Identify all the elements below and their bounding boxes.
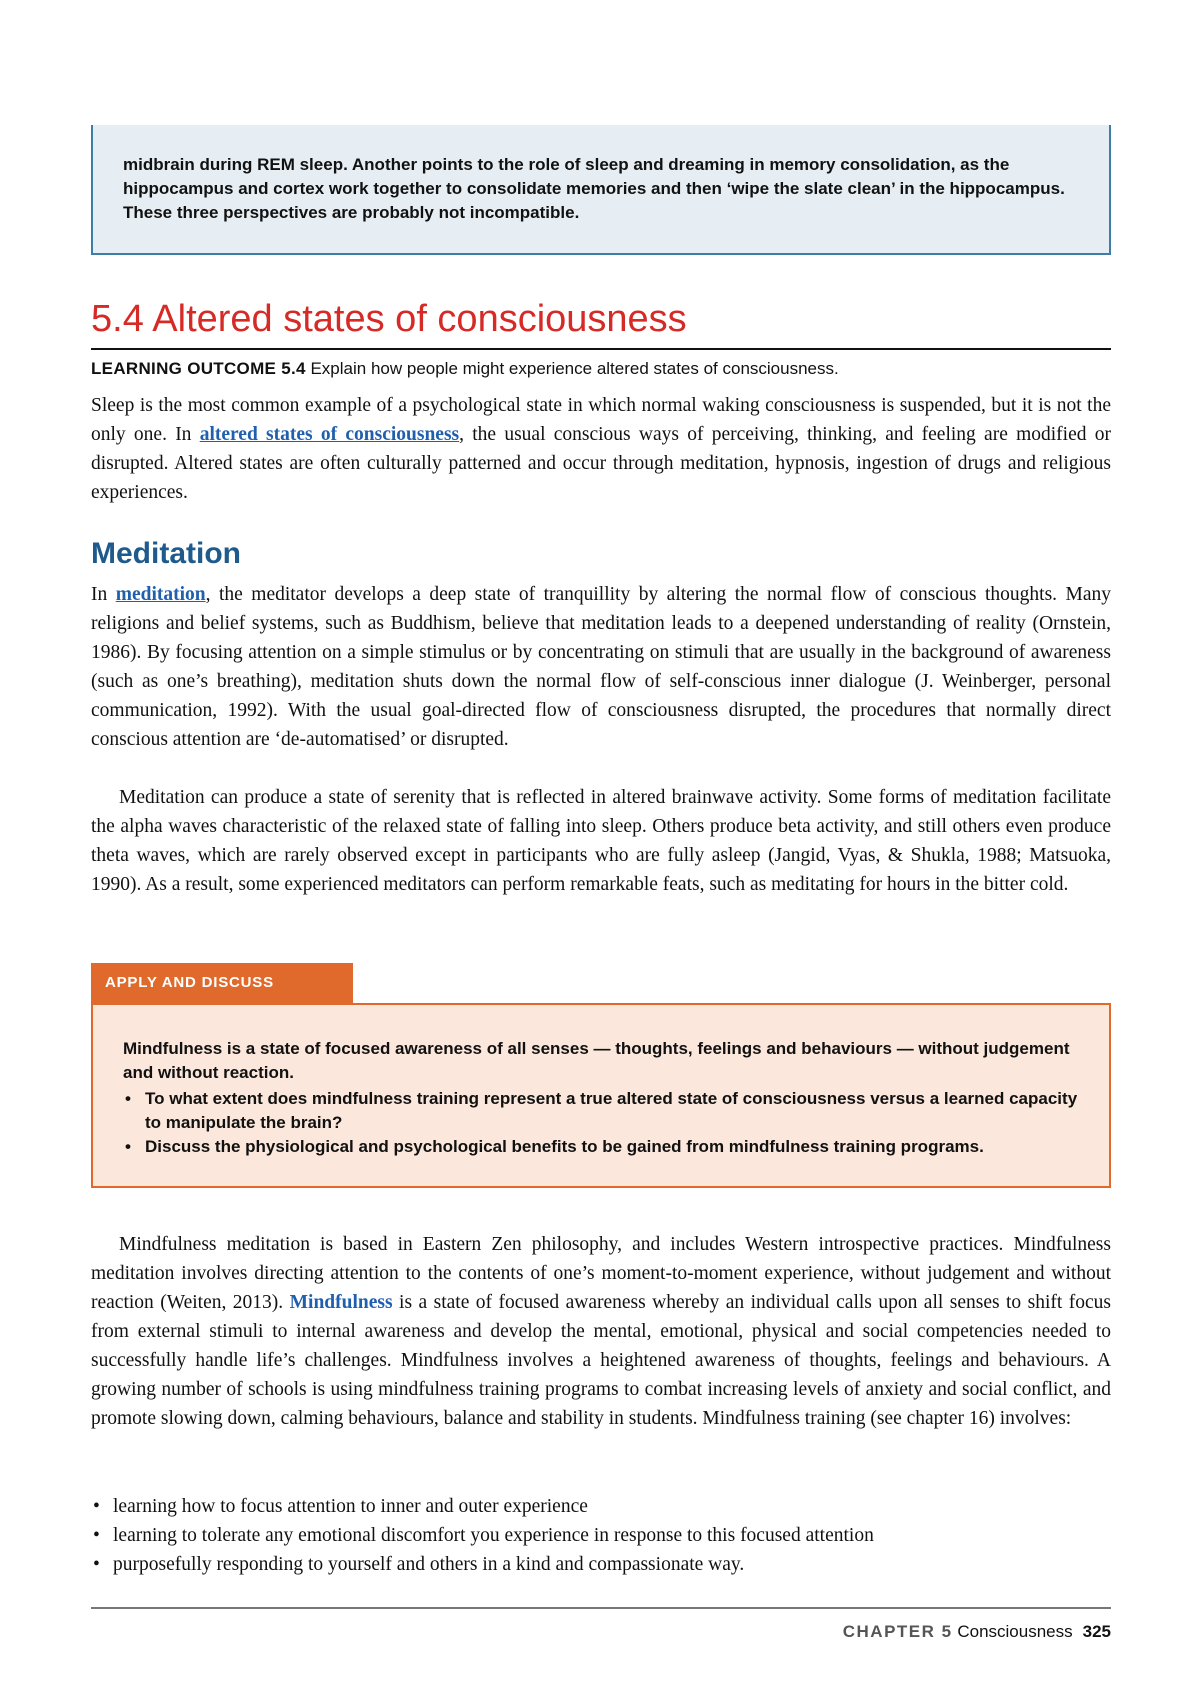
intro-paragraph [91,391,1111,507]
bullet-icon: • [93,1496,100,1517]
meditation-paragraph-2: Meditation can produce a state of serenity that is reflected in altered brainwave activity. Some forms of meditation facilitate the alpha waves characteristic of the relaxed state of falling into sleep. Others produce beta activity, and still others even produce theta waves, which are rarely observed except in participants who are fully asleep (Jangid, Vyas, & Shukla, 1988; Matsuoka, 1990). As a result, some experienced meditators can perform remarkable feats, such as meditating for hours in the bitter cold. [91,787,1111,895]
key-term-altered-states[interactable]: altered states of consciousness [199,424,460,445]
key-term-mindfulness[interactable]: Mindfulness [289,1292,393,1313]
apply-discuss-item: • Discuss the physiological and psychological benefits to be gained from mindfulness training programs. [123,1135,1083,1159]
apply-discuss-intro: Mindfulness is a state of focused awareness of all senses — thoughts, feelings and behaviours — without judgement and without reaction. [123,1039,1070,1082]
learning-outcome-text: Explain how people might experience altered states of consciousness. [305,359,839,378]
learning-outcome [91,357,1111,381]
apply-discuss-box [91,1003,1111,1188]
heading-divider [91,348,1111,350]
section-heading: 5.4 Altered states of consciousness [91,298,687,340]
footer-chapter-title: Consciousness [952,1622,1073,1641]
key-term-meditation[interactable]: meditation [115,584,206,605]
page-footer [843,1622,1111,1642]
intro-text-b: , the usual conscious ways of perceiving, thinking, and feeling are modified or disrupted. Altered states are often culturally patterned and occur through meditation, hypnosis, ingestion of drugs and religious experiences. [91,424,1111,503]
bullet-icon: • [125,1137,131,1156]
feature-box-text: midbrain during REM sleep. Another points to the role of sleep and dreaming in memory consolidation, as the hippocampus and cortex work together to consolidate memories and then ‘wipe the slate clean’ in the hippocampus. These three perspectives are probably not incompatible. [123,155,1065,222]
mindfulness-text-b: is a state of focused awareness whereby an individual calls upon all senses to shift focus from external stimuli to internal awareness and develop the mental, emotional, physical and social competencies needed to successfully handle life’s challenges. Mindfulness involves a heightened awareness of thoughts, feelings and behaviours. A growing number of schools is using mindfulness training programs to combat increasing levels of anxiety and social conflict, and promote slowing down, calming behaviours, balance and stability in students. Mindfulness training (see chapter 16) involves: [91,1292,1111,1429]
mindfulness-list-item: • learning how to focus attention to inner and outer experience [91,1492,1111,1521]
apply-discuss-tab: APPLY AND DISCUSS [91,963,353,1003]
mindfulness-paragraph [91,1230,1111,1433]
apply-discuss-item: • To what extent does mindfulness training represent a true altered state of consciousness versus a learned capacity to manipulate the brain? [125,1089,1078,1132]
mindfulness-text-a: Mindfulness meditation is based in Eastern Zen philosophy, and includes Western introspective practices. Mindfulness meditation involves directing attention to the contents of one’s moment-to-moment experience, without judgement and without reaction (Weiten, 2013). [91,1234,1111,1313]
intro-text-a: Sleep is the most common example of a psychological state in which normal waking consciousness is suspended, but it is not the only one. In [91,395,1111,445]
meditation-paragraph-1 [91,580,1111,754]
mindfulness-list-item: • learning to tolerate any emotional discomfort you experience in response to this focused attention [91,1521,1111,1550]
learning-outcome-label: LEARNING OUTCOME 5.4 [91,359,306,378]
continued-feature-box [91,125,1111,255]
meditation-text-b: , the meditator develops a deep state of tranquillity by altering the normal flow of conscious thoughts. Many religions and belief systems, such as Buddhism, believe that meditation leads to a deepened understanding of reality (Ornstein, 1986). By focusing attention on a simple stimulus or by concentrating on stimuli that are usually in the background of awareness (such as one’s breathing), meditation shuts down the normal flow of self-conscious inner dialogue (J. Weinberger, personal communication, 1992). With the usual goal-directed flow of consciousness disrupted, the procedures that normally direct conscious attention are ‘de-automatised’ or disrupted. [91,584,1111,750]
meditation-text-a: In [91,584,116,605]
footer-chapter-label: CHAPTER 5 [842,1622,953,1641]
mindfulness-list [91,1492,1111,1579]
page-number: 325 [1082,1622,1111,1641]
bullet-icon: • [93,1554,100,1575]
bullet-icon: • [93,1525,100,1546]
apply-discuss-list [123,1087,1083,1159]
bullet-icon: • [125,1089,131,1108]
mindfulness-list-item: • purposefully responding to yourself and others in a kind and compassionate way. [91,1550,1111,1579]
meditation-heading: Meditation [91,537,241,570]
footer-divider [91,1607,1111,1609]
